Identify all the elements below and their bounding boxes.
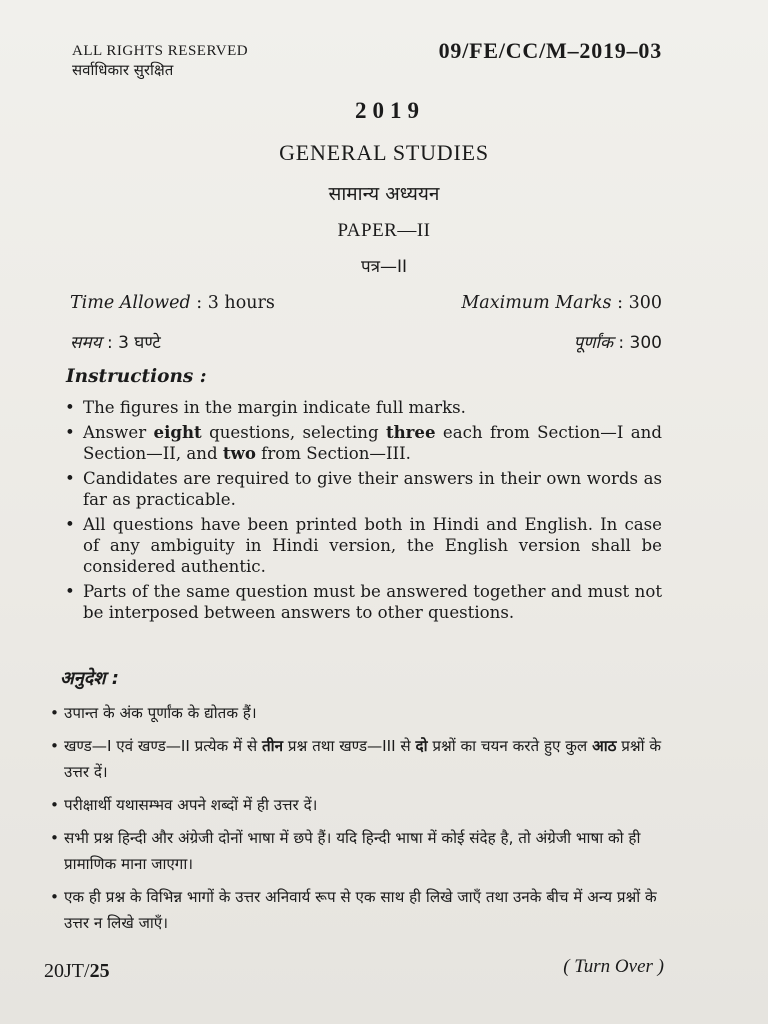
instruction-item-hindi [48,825,670,877]
emphasis-three: three [385,422,436,442]
emphasis-teen: तीन [262,737,284,755]
instruction-text-hindi: सभी प्रश्न हिन्दी और अंग्रेजी दोनों भाषा में छपे हैं। यदि हिन्दी भाषा में कोई संदेह है, तो अंग्रेजी भाषा को ही प्रामाणिक माना जाएगा। [64,829,641,873]
instruction-text: The figures in the margin indicate full marks. [83,398,466,417]
subject-title-english: GENERAL STUDIES [279,140,489,165]
emphasis-two: two [222,443,256,463]
text-fragment: प्रश्नों के उत्तर दें। [64,737,662,781]
instruction-item [64,514,662,577]
emphasis-do: दो [415,737,428,755]
time-marks-english [70,293,662,313]
instruction-item-hindi [48,884,670,936]
text-fragment: प्रश्नों का चयन करते हुए कुल [427,737,593,755]
instructions-list-english [64,397,662,627]
instruction-text: Parts of the same question must be answered together and must not be interposed between answers to other questions. [83,582,662,622]
turn-over-label: ( Turn Over ) [563,956,664,977]
instruction-text-hindi [64,737,661,781]
time-allowed-hindi [70,330,161,353]
paper-number-hindi: पत्र—II [360,257,408,277]
paper-number-english: PAPER—II [337,220,431,241]
instructions-heading-hindi: अनुदेश : [60,668,120,689]
time-marks-hindi [70,330,662,353]
text-fragment: questions, selecting [201,423,386,442]
rights-reserved-english: ALL RIGHTS RESERVED [72,43,249,59]
maximum-marks-value: : 300 [617,293,662,313]
text-fragment: Answer [83,423,154,442]
instruction-item-hindi [48,700,670,726]
emphasis-aath: आठ [592,737,617,755]
bullet: • [50,737,59,755]
instructions-heading-english: Instructions : [66,366,207,387]
paper-code: 09/FE/CC/M–2019–03 [438,38,662,63]
subject-title-hindi: सामान्य अध्ययन [328,183,440,205]
bullet: • [50,829,59,847]
text-fragment: प्रश्न तथा खण्ड—III से [283,737,416,755]
bullet: • [50,796,59,814]
maximum-marks [461,293,662,313]
text-fragment: from Section—III. [255,444,411,463]
instruction-text-hindi: एक ही प्रश्न के विभिन्न भागों के उत्तर अनिवार्य रूप से एक साथ ही लिखे जाएँ तथा उनके बीच में अन्य प्रश्नों के उत्तर न लिखे जाएँ। [64,888,657,932]
maximum-marks-label: Maximum Marks [461,293,612,313]
time-allowed [70,293,275,313]
instruction-text-hindi: परीक्षार्थी यथासम्भव अपने शब्दों में ही उत्तर दें। [64,796,318,814]
text-fragment: खण्ड—I एवं खण्ड—II प्रत्येक में से [64,737,263,755]
bullet: • [65,423,75,442]
rights-reserved-hindi: सर्वाधिकार सुरक्षित [72,61,174,79]
instruction-item [64,422,662,464]
footer-print-code [44,960,110,983]
rights-block [72,42,332,80]
instruction-item-hindi [48,733,670,785]
instruction-text: Candidates are required to give their answers in their own words as far as practicable. [83,469,662,509]
instruction-text-hindi: उपान्त के अंक पूर्णांक के द्योतक हैं। [64,704,257,722]
print-code-prefix: 20JT/ [44,960,90,982]
time-allowed-label-hindi: समय [70,333,102,353]
maximum-marks-hindi [574,330,662,353]
bullet: • [65,398,75,417]
instruction-item [64,581,662,623]
bullet: • [65,515,75,534]
time-allowed-label: Time Allowed [70,293,191,313]
maximum-marks-label-hindi: पूर्णांक [573,333,613,353]
bullet: • [50,704,59,722]
instruction-text [83,423,662,463]
instruction-text: All questions have been printed both in Hindi and English. In case of any ambiguity in Hindi version, the English version shall be considered authentic. [83,515,662,576]
emphasis-eight: eight [153,422,202,442]
bullet: • [65,469,75,488]
instruction-item [64,468,662,510]
maximum-marks-value-hindi: : 300 [618,333,662,353]
text-fragment: each from Section—I and Section—II, and [83,423,662,463]
time-allowed-value-hindi: : 3 घण्टे [106,333,161,353]
instructions-list-hindi [48,700,670,943]
instruction-item-hindi [48,792,670,818]
bullet: • [50,888,59,906]
instruction-item [64,397,662,418]
exam-year: 2019 [355,98,425,123]
print-code-count: 25 [89,960,110,982]
time-allowed-value: : 3 hours [196,293,275,313]
bullet: • [65,582,75,601]
